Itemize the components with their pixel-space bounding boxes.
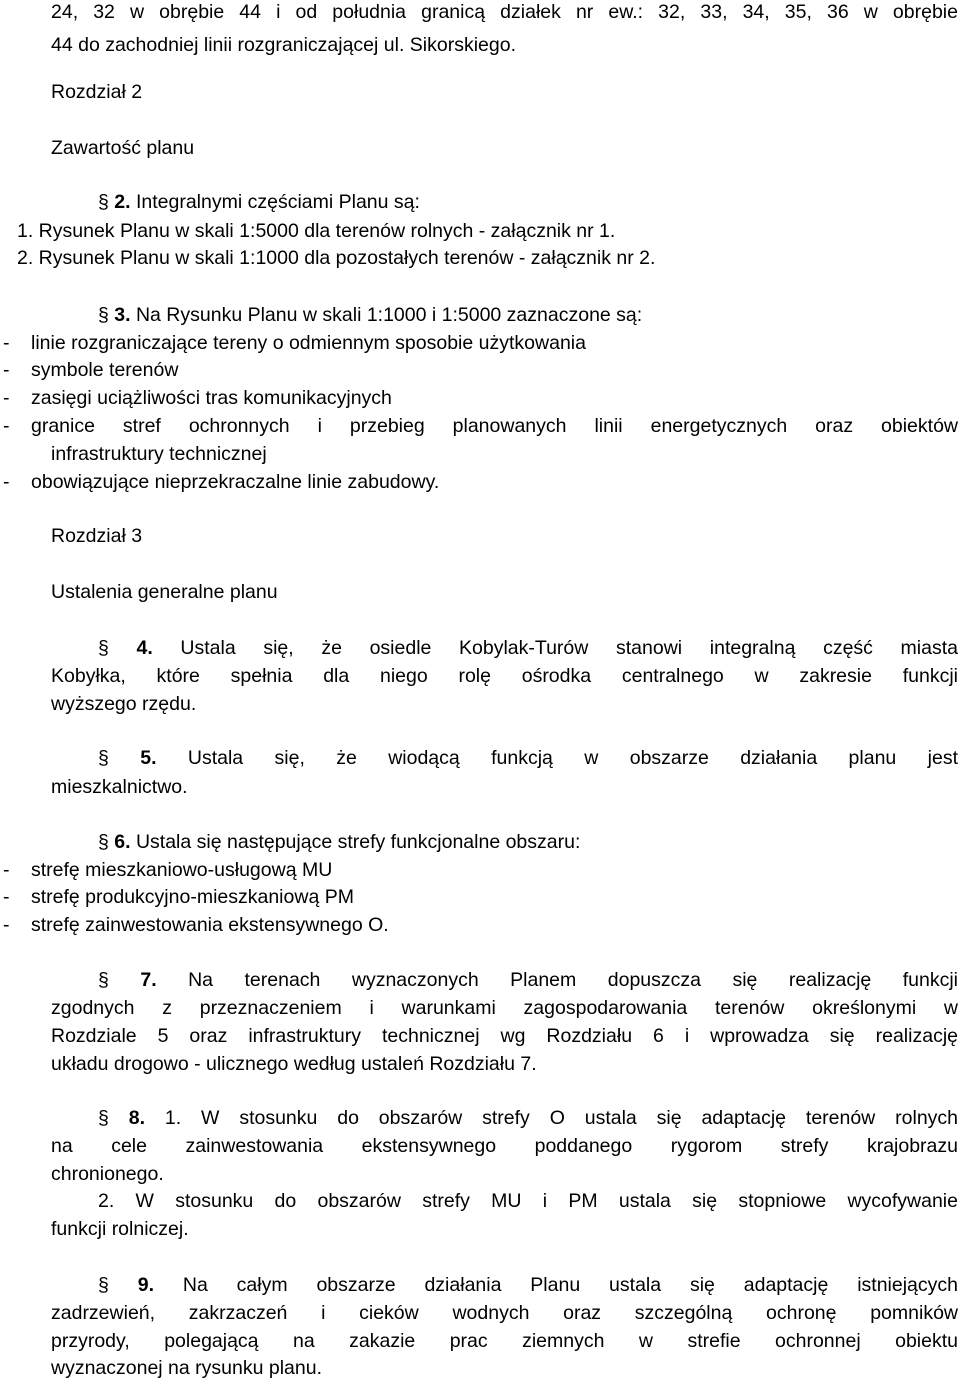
paragraph-text: Ustala się, że wiodącą funkcją w obszarze działania planu jest: [156, 747, 958, 769]
dash: -: [3, 332, 10, 354]
paragraph-heading: [98, 746, 958, 770]
section-sign-icon: §: [98, 969, 109, 991]
dash: -: [3, 914, 10, 936]
paragraph-number: 6.: [114, 831, 131, 853]
paragraph-number: 7.: [140, 969, 157, 991]
dash: -: [3, 359, 10, 381]
paragraph-text: Na całym obszarze działania Planu ustala się adaptację istniejących: [154, 1274, 958, 1296]
list-item-text: strefę mieszkaniowo-usługową MU: [31, 859, 333, 881]
list-item: 1. Rysunek Planu w skali 1:5000 dla terenów rolnych - załącznik nr 1.: [17, 220, 616, 242]
paragraph-heading: [98, 1273, 958, 1297]
list-item-text: granice stref ochronnych i przebieg planowanych linii energetycznych oraz obiektów: [31, 415, 958, 437]
paragraph-heading: [98, 636, 958, 660]
text-line: przyrody, polegającą na zakazie prac ziemnych w strefie ochronnej obiektu: [51, 1330, 958, 1352]
text-line: Kobyłka, które spełnia dla niego rolę ośrodka centralnego w zakresie funkcji: [51, 665, 958, 687]
list-item-text: obowiązujące nieprzekraczalne linie zabudowy.: [31, 471, 440, 493]
paragraph-text: Integralnymi częściami Planu są:: [130, 191, 420, 213]
text-line: chronionego.: [51, 1163, 164, 1185]
paragraph-heading: [98, 968, 958, 992]
paragraph-number: 2.: [114, 191, 131, 213]
section-sign-icon: §: [98, 747, 109, 769]
paragraph-text: Ustala się następujące strefy funkcjonalne obszaru:: [130, 831, 581, 853]
section-sign-icon: §: [98, 637, 109, 659]
list-item-text: strefę zainwestowania ekstensywnego O.: [31, 914, 389, 936]
paragraph-heading: [98, 303, 960, 327]
list-item-text: strefę produkcyjno-mieszkaniową PM: [31, 886, 354, 908]
text-line: mieszkalnictwo.: [51, 776, 188, 798]
paragraph-heading: [98, 830, 960, 854]
dash: -: [3, 886, 10, 908]
text-line: wyznaczonej na rysunku planu.: [51, 1357, 322, 1379]
paragraph-text: Na Rysunku Planu w skali 1:1000 i 1:5000 zaznaczone są:: [130, 304, 643, 326]
paragraph-number: 9.: [137, 1274, 154, 1296]
paragraph-text: Ustala się, że osiedle Kobylak-Turów stanowi integralną część miasta: [152, 637, 958, 659]
dash: -: [3, 387, 10, 409]
text-line: na cele zainwestowania ekstensywnego poddanego rygorom strefy krajobrazu: [51, 1135, 958, 1157]
chapter-heading: Rozdział 3: [51, 525, 143, 547]
list-item-text: linie rozgraniczające tereny o odmiennym sposobie użytkowania: [31, 332, 586, 354]
chapter-heading: Rozdział 2: [51, 81, 143, 103]
paragraph-text: Na terenach wyznaczonych Planem dopuszcza się realizację funkcji: [156, 969, 958, 991]
paragraph-heading: [98, 190, 960, 214]
text-line: 24, 32 w obrębie 44 i od południa granicą działek nr ew.: 32, 33, 34, 35, 36 w obrębie: [51, 1, 958, 23]
text-line: zadrzewień, zakrzaczeń i cieków wodnych oraz szczególną ochronę pomników: [51, 1302, 958, 1324]
text-line: zgodnych z przeznaczeniem i warunkami zagospodarowania terenów określonymi w: [51, 997, 958, 1019]
list-item: 2. Rysunek Planu w skali 1:1000 dla pozostałych terenów - załącznik nr 2.: [17, 247, 656, 269]
section-sign-icon: §: [98, 1274, 109, 1296]
chapter-title: Zawartość planu: [51, 137, 195, 159]
list-item-text: symbole terenów: [31, 359, 179, 381]
text-line: funkcji rolniczej.: [51, 1218, 189, 1240]
dash: -: [3, 859, 10, 881]
text-line: 44 do zachodniej linii rozgraniczającej ul. Sikorskiego.: [51, 34, 517, 56]
paragraph-heading: [98, 1106, 958, 1130]
section-sign-icon: §: [98, 304, 109, 326]
paragraph-text: 1. W stosunku do obszarów strefy O ustala się adaptację terenów rolnych: [145, 1107, 959, 1129]
section-sign-icon: §: [98, 191, 109, 213]
paragraph-number: 5.: [140, 747, 157, 769]
section-sign-icon: §: [98, 831, 109, 853]
text-line: 2. W stosunku do obszarów strefy MU i PM ustala się stopniowe wycofywanie: [98, 1190, 958, 1212]
paragraph-number: 8.: [128, 1107, 146, 1129]
list-item-continuation: infrastruktury technicznej: [51, 443, 267, 465]
dash: -: [3, 415, 10, 437]
paragraph-number: 3.: [114, 304, 131, 326]
chapter-title: Ustalenia generalne planu: [51, 581, 278, 603]
paragraph-number: 4.: [136, 637, 153, 659]
text-line: wyższego rzędu.: [51, 693, 197, 715]
text-line: układu drogowo - ulicznego według ustaleń Rozdziału 7.: [51, 1053, 537, 1075]
list-item-text: zasięgi uciążliwości tras komunikacyjnych: [31, 387, 392, 409]
text-line: Rozdziale 5 oraz infrastruktury technicznej wg Rozdziału 6 i wprowadza się realizację: [51, 1025, 958, 1047]
section-sign-icon: §: [98, 1107, 109, 1129]
dash: -: [3, 471, 10, 493]
